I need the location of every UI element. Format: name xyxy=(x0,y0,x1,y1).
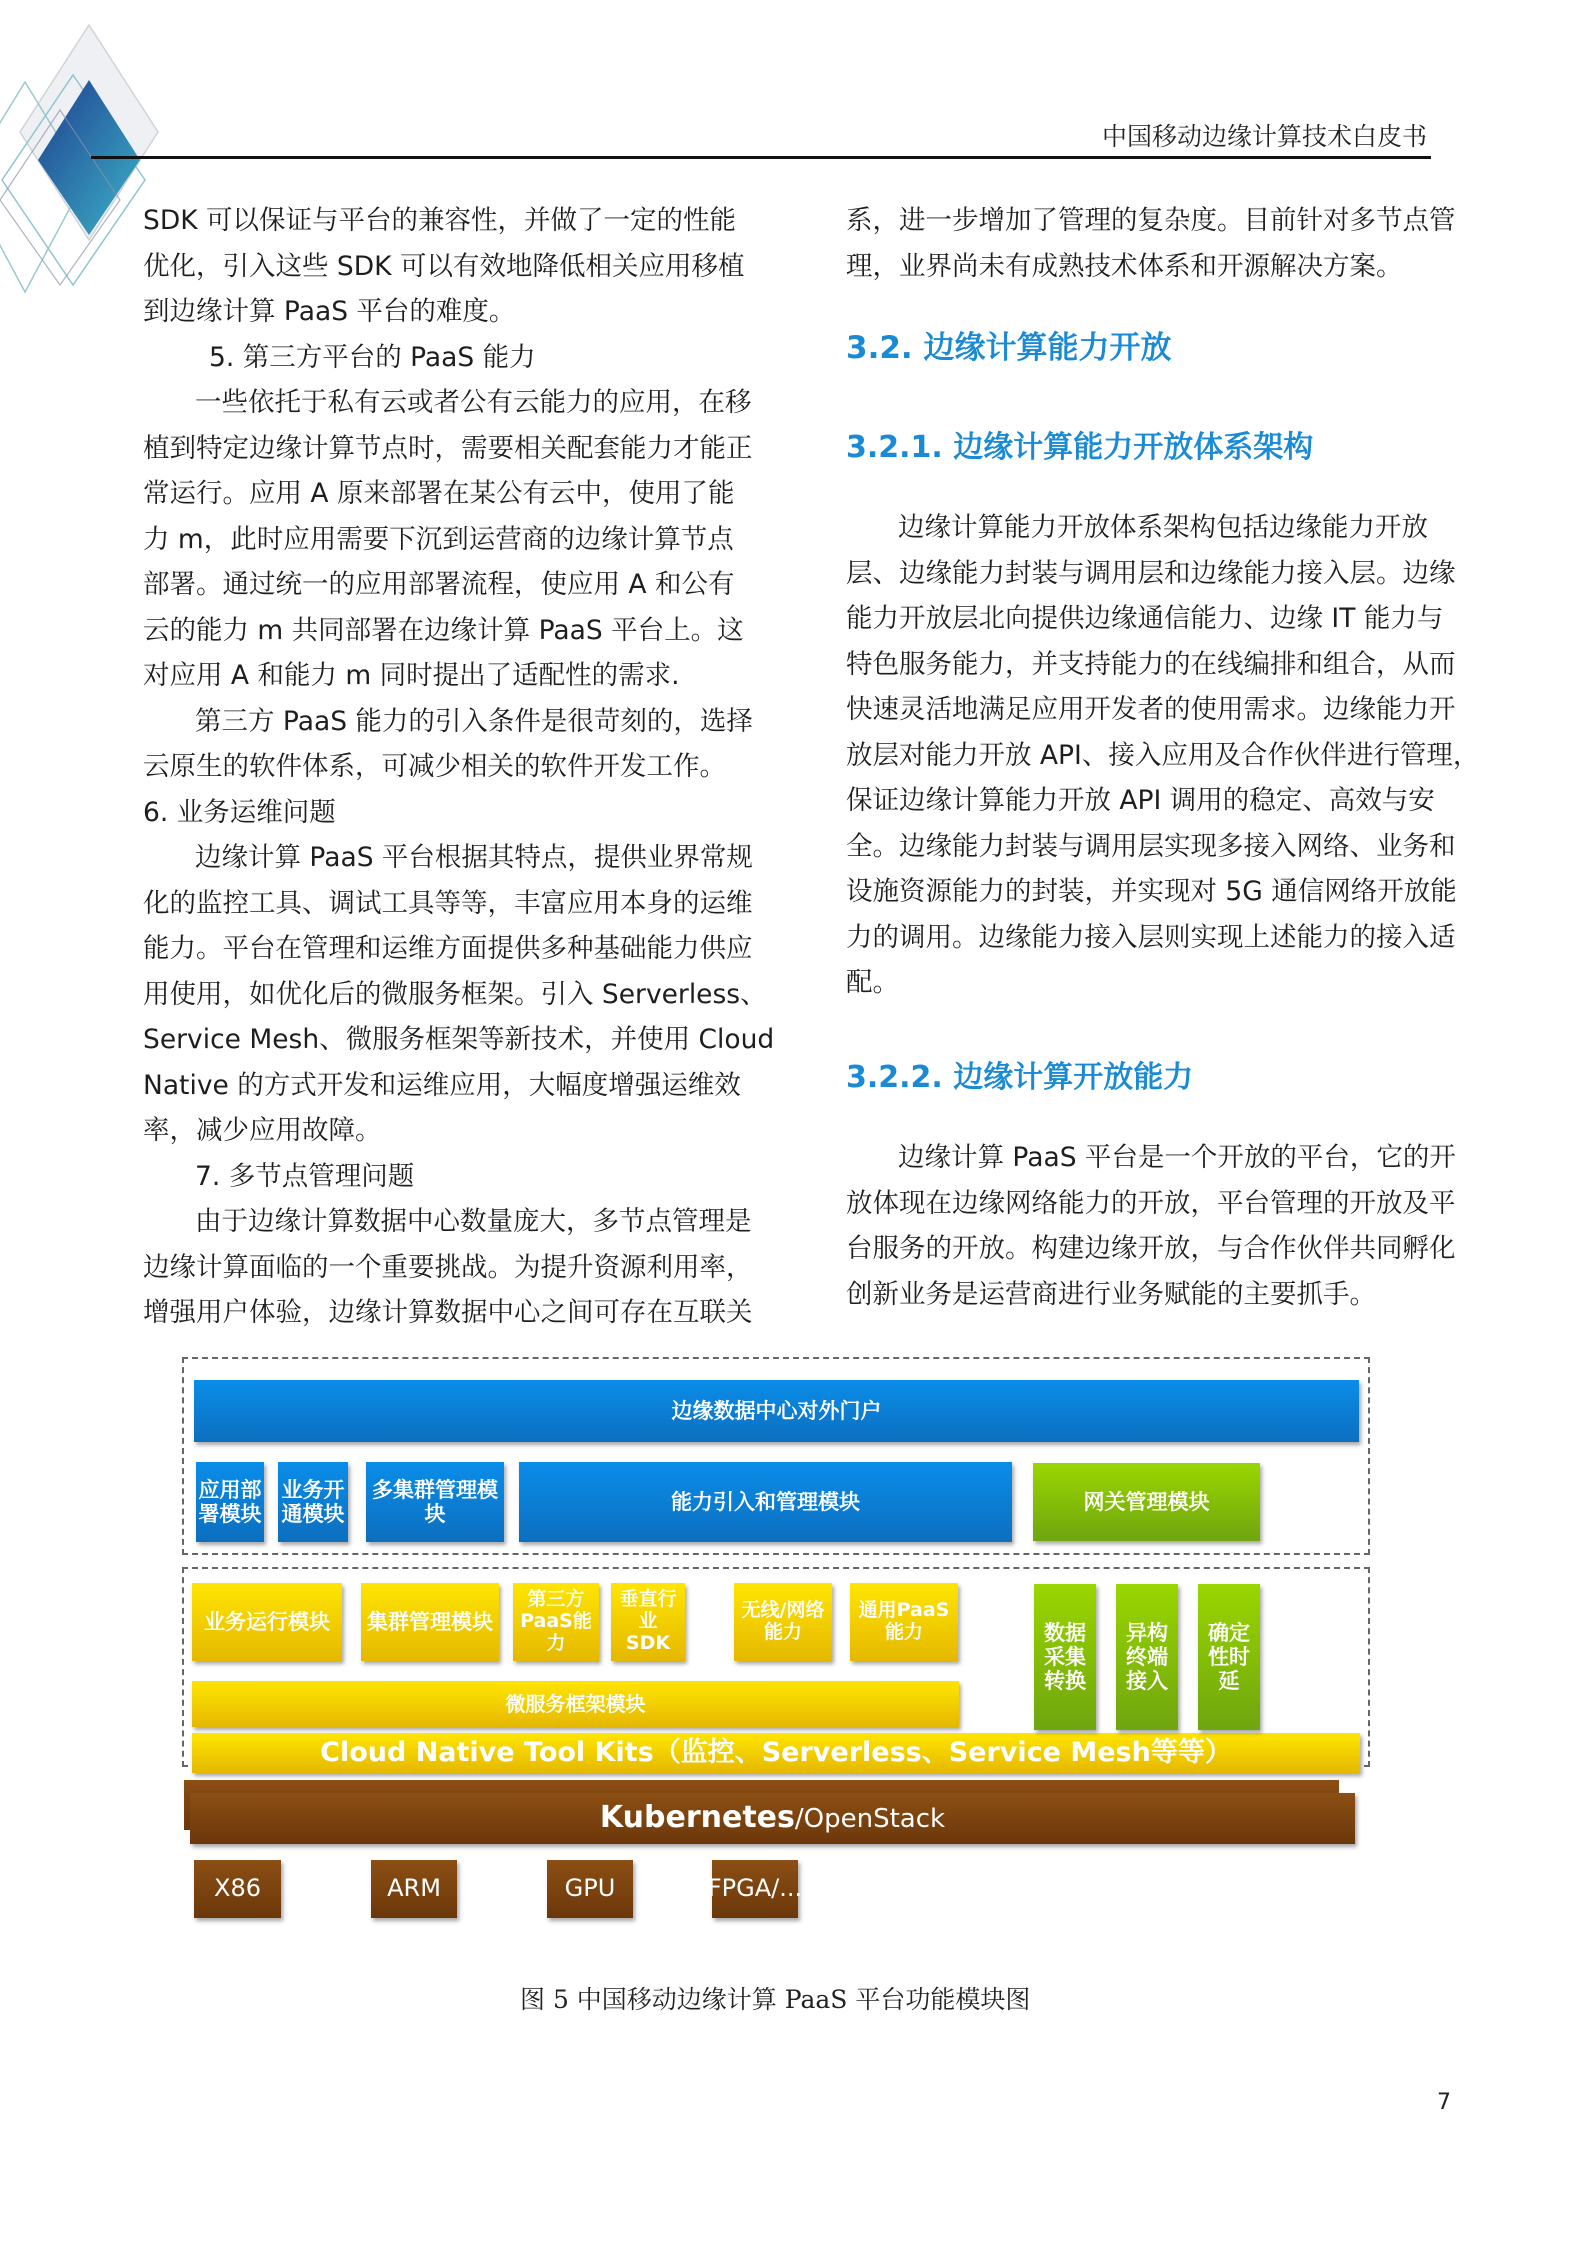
figure-caption: 图 5 中国移动边缘计算 PaaS 平台功能模块图 xyxy=(520,1985,1031,2014)
block-label: 第三方 xyxy=(527,1588,585,1611)
block-label: 署模块 xyxy=(198,1502,262,1526)
body-line: 云的能力 m 共同部署在边缘计算 PaaS 平台上。这 xyxy=(143,614,744,646)
section-heading-3-2-2: 3.2.2. 边缘计算开放能力 xyxy=(846,1060,1194,1095)
hardware-arm xyxy=(371,1860,457,1918)
multi-cluster-module xyxy=(366,1462,504,1542)
body-line: 力 m，此时应用需要下沉到运营商的边缘计算节点 xyxy=(143,523,734,555)
document-title: 中国移动边缘计算技术白皮书 xyxy=(1101,122,1427,151)
block-label: ARM xyxy=(387,1874,441,1903)
block-label: 延 xyxy=(1218,1669,1240,1694)
block-label: Kubernetes xyxy=(599,1800,795,1836)
block-label: 采集 xyxy=(1044,1644,1086,1669)
section-heading-3-2: 3.2. 边缘计算能力开放 xyxy=(846,330,1172,366)
block-label: 多集群管理模块 xyxy=(372,1477,498,1526)
gateway-management-module xyxy=(1033,1463,1260,1541)
hardware-fpga xyxy=(707,1860,803,1918)
body-line: 对应用 A 和能力 m 同时提出了适配性的需求. xyxy=(143,660,680,691)
block-label: 垂直行业 xyxy=(619,1588,677,1633)
list-heading-5: 5. 第三方平台的 PaaS 能力 xyxy=(209,341,536,373)
block-label: 通用PaaS xyxy=(858,1599,950,1622)
block-label: SDK xyxy=(625,1631,671,1654)
body-line: 边缘计算 PaaS 平台根据其特点，提供业界常规 xyxy=(195,842,753,873)
body-line: 边缘计算能力开放体系架构包括边缘能力开放 xyxy=(898,512,1428,543)
body-line: Native 的方式开发和运维应用，大幅度增强运维效 xyxy=(143,1069,741,1101)
block-label: 能力 xyxy=(884,1621,923,1643)
capability-management-module xyxy=(519,1462,1012,1542)
body-line: 层、边缘能力封装与调用层和边缘能力接入层。边缘 xyxy=(846,557,1456,589)
third-party-paas-module xyxy=(513,1583,599,1661)
body-line: 率，减少应用故障。 xyxy=(143,1115,382,1146)
body-line: 一些依托于私有云或者公有云能力的应用，在移 xyxy=(195,387,752,418)
body-line: 配。 xyxy=(846,967,899,998)
app-deploy-module xyxy=(196,1462,264,1542)
body-line: 设施资源能力的封装，并实现对 5G 通信网络开放能 xyxy=(846,876,1457,907)
block-label: 应用部 xyxy=(198,1477,262,1502)
body-line: 全。边缘能力封装与调用层实现多接入网络、业务和 xyxy=(846,830,1456,862)
body-line: 能力。平台在管理和运维方面提供多种基础能力供应 xyxy=(143,933,753,964)
body-line: 到边缘计算 PaaS 平台的难度。 xyxy=(143,296,516,327)
block-label: 通模块 xyxy=(281,1502,345,1526)
body-line: 云原生的软件体系，可减少相关的软件开发工作。 xyxy=(143,751,726,782)
block-label: 确定 xyxy=(1208,1620,1250,1645)
block-label: 集群管理模块 xyxy=(367,1609,493,1634)
body-line: 第三方 PaaS 能力的引入条件是很苛刻的，选择 xyxy=(195,705,753,737)
paas-module-diagram xyxy=(180,1355,1410,1945)
body-line: 边缘计算面临的一个重要挑战。为提升资源利用率， xyxy=(143,1251,753,1283)
general-paas-module xyxy=(850,1583,958,1661)
section-heading-3-2-1: 3.2.1. 边缘计算能力开放体系架构 xyxy=(846,430,1314,465)
microservice-framework-module xyxy=(192,1681,959,1727)
body-line: 创新业务是运营商进行业务赋能的主要抓手。 xyxy=(846,1278,1376,1310)
body-line: 植到特定边缘计算节点时，需要相关配套能力才能正 xyxy=(143,432,753,464)
block-label: FPGA/... xyxy=(707,1874,803,1903)
service-activation-module xyxy=(278,1462,348,1542)
body-line: 用使用，如优化后的微服务框架。引入 Serverless、 xyxy=(143,978,767,1010)
block-label: PaaS能力 xyxy=(520,1610,592,1654)
list-heading-7: 7. 多节点管理问题 xyxy=(195,1160,415,1192)
kubernetes-openstack-block xyxy=(190,1793,1355,1844)
block-label: GPU xyxy=(564,1874,616,1903)
block-label: 接入 xyxy=(1126,1669,1168,1694)
block-label: 数据 xyxy=(1044,1620,1086,1645)
edge-portal-block xyxy=(194,1380,1359,1442)
body-line: 系，进一步增加了管理的复杂度。目前针对多节点管 xyxy=(846,205,1456,236)
block-label: 边缘数据中心对外门户 xyxy=(671,1398,882,1423)
block-label: 业务开 xyxy=(281,1477,345,1502)
body-line: SDK 可以保证与平台的兼容性，并做了一定的性能 xyxy=(143,205,737,236)
section-3-2-1-body xyxy=(846,505,1480,1006)
block-label: 业务运行模块 xyxy=(204,1609,330,1634)
body-line: 快速灵活地满足应用开发者的使用需求。边缘能力开 xyxy=(846,694,1456,725)
body-line: 边缘计算 PaaS 平台是一个开放的平台，它的开 xyxy=(898,1142,1456,1173)
block-label: 转换 xyxy=(1044,1669,1086,1694)
block-label: 异构 xyxy=(1126,1620,1168,1645)
block-label: 终端 xyxy=(1126,1644,1168,1669)
block-label: /OpenStack xyxy=(794,1804,946,1835)
body-line: 力的调用。边缘能力接入层则实现上述能力的接入适 xyxy=(846,921,1456,953)
hardware-x86 xyxy=(194,1860,281,1918)
cloud-native-toolkits-block xyxy=(192,1733,1360,1773)
wireless-network-module xyxy=(734,1583,832,1661)
body-line: 优化，引入这些 SDK 可以有效地降低相关应用移植 xyxy=(143,250,745,282)
deterministic-latency-module xyxy=(1198,1584,1260,1730)
body-line: 化的监控工具、调试工具等等，丰富应用本身的运维 xyxy=(143,887,753,919)
block-label: 能力引入和管理模块 xyxy=(671,1489,860,1514)
body-line: 能力开放层北向提供边缘通信能力、边缘 IT 能力与 xyxy=(846,603,1444,634)
page-number: 7 xyxy=(1437,2090,1451,2115)
body-line: 部署。通过统一的应用部署流程，使应用 A 和公有 xyxy=(143,569,735,600)
heterogeneous-terminal-module xyxy=(1116,1584,1178,1730)
body-line: 常运行。应用 A 原来部署在某公有云中，使用了能 xyxy=(143,478,735,509)
block-label: X86 xyxy=(214,1874,261,1903)
body-line: 特色服务能力，并支持能力的在线编排和组合，从而 xyxy=(846,648,1456,680)
list-heading-6: 6. 业务运维问题 xyxy=(143,796,336,828)
body-line: Service Mesh、微服务框架等新技术，并使用 Cloud xyxy=(143,1024,775,1055)
cluster-management-module xyxy=(361,1583,499,1661)
body-line: 理，业界尚未有成熟技术体系和开源解决方案。 xyxy=(846,250,1403,282)
body-line: 放层对能力开放 API、接入应用及合作伙伴进行管理， xyxy=(846,739,1480,771)
body-line: 保证边缘计算能力开放 API 调用的稳定、高效与安 xyxy=(846,785,1435,816)
block-label: 微服务框架模块 xyxy=(505,1691,646,1716)
block-label: 性时 xyxy=(1208,1644,1250,1669)
body-line: 由于边缘计算数据中心数量庞大，多节点管理是 xyxy=(195,1206,752,1237)
block-label: Cloud Native Tool Kits（监控、Serverless、Service Mesh等等） xyxy=(320,1737,1232,1769)
hardware-gpu xyxy=(547,1860,633,1918)
block-label: 能力 xyxy=(763,1621,802,1643)
data-collection-module xyxy=(1034,1584,1096,1730)
block-label: 网关管理模块 xyxy=(1083,1489,1210,1514)
body-line: 放体现在边缘网络能力的开放，平台管理的开放及平 xyxy=(846,1187,1456,1219)
block-label: 无线/网络 xyxy=(741,1599,825,1622)
body-line: 增强用户体验，边缘计算数据中心之间可存在互联关 xyxy=(143,1297,753,1328)
left-column xyxy=(143,198,775,1336)
right-column-intro xyxy=(846,198,1456,289)
section-3-2-2-body xyxy=(846,1135,1456,1317)
body-line: 台服务的开放。构建边缘开放，与合作伙伴共同孵化 xyxy=(846,1233,1456,1264)
vertical-industry-sdk-module xyxy=(611,1583,685,1661)
header-divider xyxy=(91,156,1431,159)
service-runtime-module xyxy=(192,1583,342,1661)
